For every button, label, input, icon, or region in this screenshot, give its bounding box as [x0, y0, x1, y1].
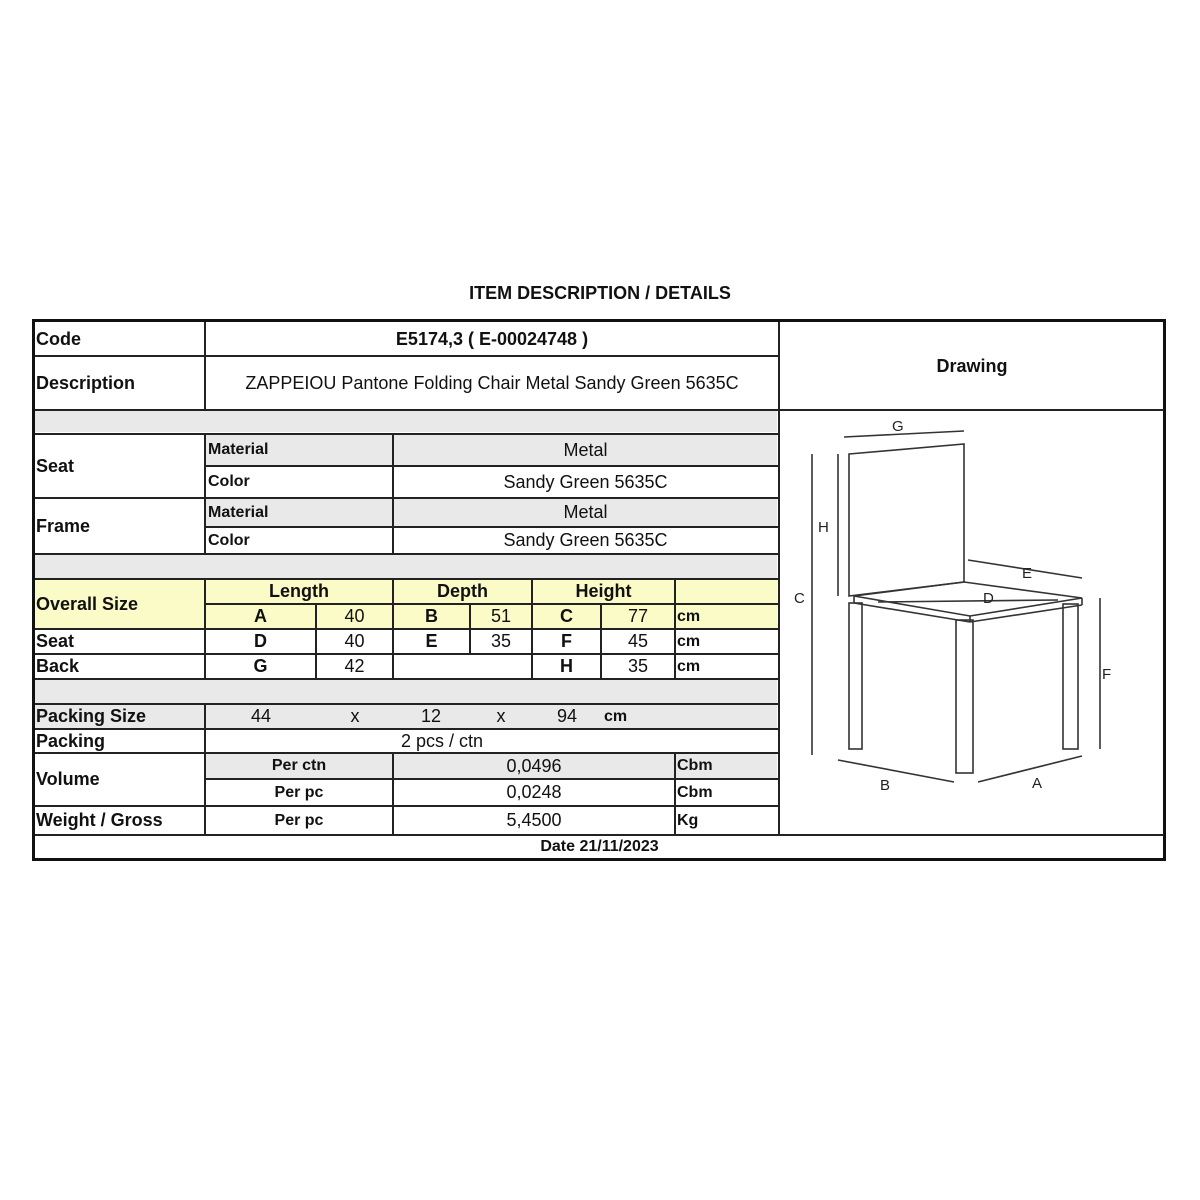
seat-color-value: Sandy Green 5635C [503, 471, 668, 492]
dim-line-d [878, 600, 1058, 602]
spacer-row [35, 679, 777, 703]
seat-depth-value: 35 [490, 631, 512, 651]
rule [204, 433, 206, 554]
weight-label: Weight / Gross [36, 810, 163, 830]
back-size-label: Back [36, 656, 80, 676]
packing-size-height: 94 [556, 706, 578, 726]
packing-size-x1: x [350, 706, 360, 726]
code-label: Code [36, 328, 81, 349]
frame-label: Frame [36, 515, 91, 536]
seat-color-label: Color [208, 473, 250, 490]
rule [674, 752, 676, 835]
packing-size-unit: cm [604, 707, 628, 725]
overall-length-key: A [254, 606, 267, 626]
volume-per-ctn-value: 0,0496 [506, 755, 562, 776]
overall-height-key: C [560, 606, 573, 626]
drawing-label-g: G [892, 418, 904, 435]
back-height-value: 35 [627, 656, 649, 676]
description-label: Description [36, 372, 136, 393]
seat-unit: cm [677, 632, 701, 650]
weight-unit: Kg [677, 811, 699, 829]
back-height-key: H [560, 656, 573, 676]
drawing-title: Drawing [936, 355, 1008, 376]
dim-line-a [978, 756, 1082, 782]
seat-length-key: D [254, 631, 267, 651]
packing-size-x2: x [496, 706, 506, 726]
rule [674, 578, 676, 679]
packing-size-label: Packing Size [36, 706, 147, 726]
seat-height-value: 45 [627, 631, 649, 651]
frame-color-label: Color [208, 531, 250, 549]
height-header: Height [575, 581, 632, 601]
dim-line-g [844, 431, 964, 437]
chair-back-panel [849, 444, 964, 596]
frame-material-value: Metal [563, 502, 608, 522]
frame-color-value: Sandy Green 5635C [503, 530, 668, 550]
drawing-label-h: H [818, 519, 829, 536]
seat-height-key: F [561, 631, 572, 651]
overall-size-label: Overall Size [36, 593, 139, 614]
description-value: ZAPPEIOU Pantone Folding Chair Metal Sandy Green 5635C [245, 372, 739, 393]
spacer-row [35, 411, 777, 432]
weight-per-pc-label: Per pc [274, 811, 324, 829]
volume-per-pc-label: Per pc [274, 783, 324, 801]
weight-value: 5,4500 [506, 810, 562, 830]
packing-label: Packing [36, 730, 106, 751]
volume-label: Volume [36, 769, 100, 789]
drawing-label-e: E [1022, 565, 1033, 582]
back-unit: cm [677, 657, 701, 675]
chair-leg-front-right [956, 620, 973, 773]
seat-depth-key: E [425, 631, 438, 651]
seat-size-label: Seat [36, 631, 75, 651]
packing-size-width: 12 [420, 706, 442, 726]
seat-material-value: Metal [563, 439, 608, 460]
drawing-label-b: B [880, 777, 891, 794]
seat-material-label: Material [208, 441, 269, 458]
back-length-value: 42 [344, 656, 365, 676]
drawing-label-a: A [1032, 775, 1043, 792]
length-header: Length [269, 581, 329, 601]
overall-length-value: 40 [344, 606, 365, 626]
rule [35, 553, 778, 555]
rule [35, 678, 778, 680]
date-footer: Date 21/11/2023 [540, 838, 659, 855]
drawing-label-c: C [794, 590, 805, 607]
page-title: ITEM DESCRIPTION / DETAILS [469, 283, 731, 303]
seat-length-value: 40 [344, 631, 365, 651]
overall-depth-value: 51 [490, 606, 512, 626]
spacer-row [35, 554, 777, 578]
code-value: E5174,3 ( E-00024748 ) [395, 328, 589, 349]
chair-drawing [778, 410, 1164, 834]
dim-line-b [838, 760, 954, 782]
seat-label: Seat [36, 455, 75, 476]
overall-unit: cm [677, 607, 701, 625]
drawing-label-d: D [983, 590, 994, 607]
volume-per-pc-value: 0,0248 [506, 782, 562, 802]
overall-height-value: 77 [627, 606, 649, 626]
volume-per-ctn-unit: Cbm [677, 757, 713, 774]
packing-value: 2 pcs / ctn [400, 730, 484, 751]
depth-header: Depth [437, 581, 488, 601]
chair-leg-back-right [1063, 604, 1078, 749]
back-length-key: G [253, 656, 268, 676]
chair-leg-front-left [849, 603, 862, 749]
volume-per-pc-unit: Cbm [677, 783, 713, 801]
volume-per-ctn-label: Per ctn [271, 757, 327, 774]
packing-size-length: 44 [250, 706, 272, 726]
frame-material-label: Material [208, 503, 269, 521]
drawing-label-f: F [1102, 666, 1112, 683]
overall-depth-key: B [425, 606, 438, 626]
